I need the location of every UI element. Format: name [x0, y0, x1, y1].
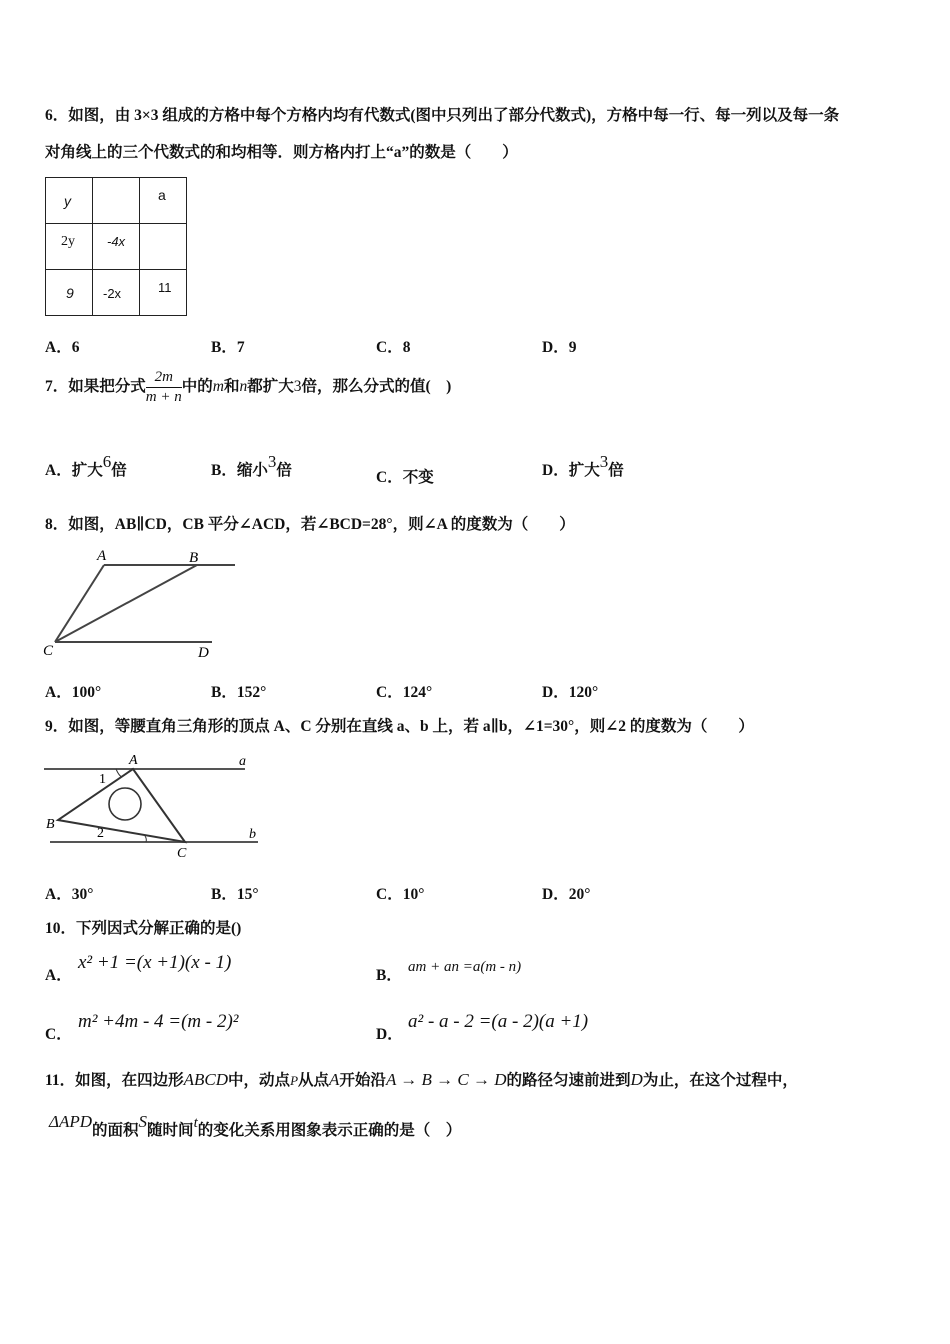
label-b: B	[189, 550, 199, 566]
q9-option-a[interactable]: A．30°	[45, 886, 94, 903]
q8-figure	[40, 545, 250, 665]
q11-line2: ΔAPD的面积S随时间t的变化关系用图象表示正确的是（ ）	[49, 1112, 462, 1139]
label-angle-1: 1	[99, 772, 106, 787]
q6-line1: 6．如图，由 3×3 组成的方格中每个方格内均有代数式(图中只列出了部分代数式)，方格中每一行、每一列以及每一条	[45, 107, 840, 124]
segment-ac	[55, 565, 104, 642]
q7-option-a[interactable]: A．扩大6倍	[45, 452, 127, 479]
q10-option-a-label[interactable]: A．	[45, 967, 72, 984]
q8-stem: 8．如图，AB∥CD，CB 平分∠ACD，若∠BCD=28°，则∠A 的度数为（ ）	[45, 516, 575, 533]
label-c-vertex: C	[177, 846, 187, 861]
q7-option-d[interactable]: D．扩大3倍	[542, 452, 624, 479]
q10-option-d-label[interactable]: D．	[376, 1026, 403, 1043]
grid-cell: 2y	[46, 224, 93, 270]
q6-option-b[interactable]: B．7	[211, 339, 245, 356]
q7-option-b[interactable]: B．缩小3倍	[211, 452, 292, 479]
grid-cell: a	[140, 178, 187, 224]
q9-stem: 9．如图，等腰直角三角形的顶点 A、C 分别在直线 a、b 上，若 a∥b，∠1=30°，则∠2 的度数为（ ）	[45, 718, 754, 735]
label-a-vertex: A	[129, 753, 138, 768]
q7-option-c[interactable]: C．不变	[376, 469, 434, 486]
grid-cell: 9	[46, 270, 93, 316]
label-line-b: b	[249, 827, 256, 842]
q8-option-a[interactable]: A．100°	[45, 684, 102, 701]
q8-option-c[interactable]: C．124°	[376, 684, 433, 701]
q8-option-d[interactable]: D．120°	[542, 684, 599, 701]
q11-line1: 11．如图，在四边形ABCD中，动点P从点A开始沿A → B → C → D的路径匀速前进到D为止，在这个过程中，	[45, 1070, 798, 1089]
triangle-abc	[58, 769, 185, 842]
q10-option-c-expr: m² +4m - 4 =(m - 2)²	[78, 1011, 239, 1032]
triangle-hole	[109, 788, 141, 820]
grid-cell	[93, 178, 140, 224]
grid-cell: y	[46, 178, 93, 224]
label-d: D	[198, 645, 209, 661]
label-a: A	[97, 548, 107, 564]
label-angle-2: 2	[97, 826, 104, 841]
segment-cb	[55, 565, 197, 642]
q9-option-c[interactable]: C．10°	[376, 886, 425, 903]
grid-cell	[140, 224, 187, 270]
q6-grid	[45, 177, 187, 316]
q6-option-d[interactable]: D．9	[542, 339, 577, 356]
q10-option-c-label[interactable]: C．	[45, 1026, 72, 1043]
grid-cell: 11	[140, 270, 187, 316]
q10-option-b-expr: am + an =a(m - n)	[408, 959, 522, 975]
angle-1-arc	[116, 769, 122, 777]
q9-option-b[interactable]: B．15°	[211, 886, 259, 903]
q6-option-c[interactable]: C．8	[376, 339, 411, 356]
q10-option-a-expr: x² +1 =(x +1)(x - 1)	[78, 952, 232, 973]
q10-option-d-expr: a² - a - 2 =(a - 2)(a +1)	[408, 1011, 589, 1032]
grid-cell: -2x	[93, 270, 140, 316]
grid-cell: -4x	[93, 224, 140, 270]
q9-option-d[interactable]: D．20°	[542, 886, 591, 903]
q8-option-b[interactable]: B．152°	[211, 684, 267, 701]
q9-figure	[40, 748, 270, 863]
q10-option-b-label[interactable]: B．	[376, 967, 402, 984]
q6-line2: 对角线上的三个代数式的和均相等．则方格内打上“a”的数是（ ）	[45, 144, 518, 161]
q7-fraction: $\frac{2m}{m + n}$	[145, 369, 182, 405]
label-b-vertex: B	[46, 817, 55, 832]
label-line-a: a	[239, 754, 246, 769]
q6-option-a[interactable]: A．6	[45, 339, 80, 356]
q10-stem: 10．下列因式分解正确的是()	[45, 920, 242, 937]
label-c: C	[43, 643, 54, 659]
q7-stem: 7．如果把分式 $\frac{2m}{m + n}$ 中的m和n都扩大3倍，那么分式的值( )	[45, 369, 452, 405]
